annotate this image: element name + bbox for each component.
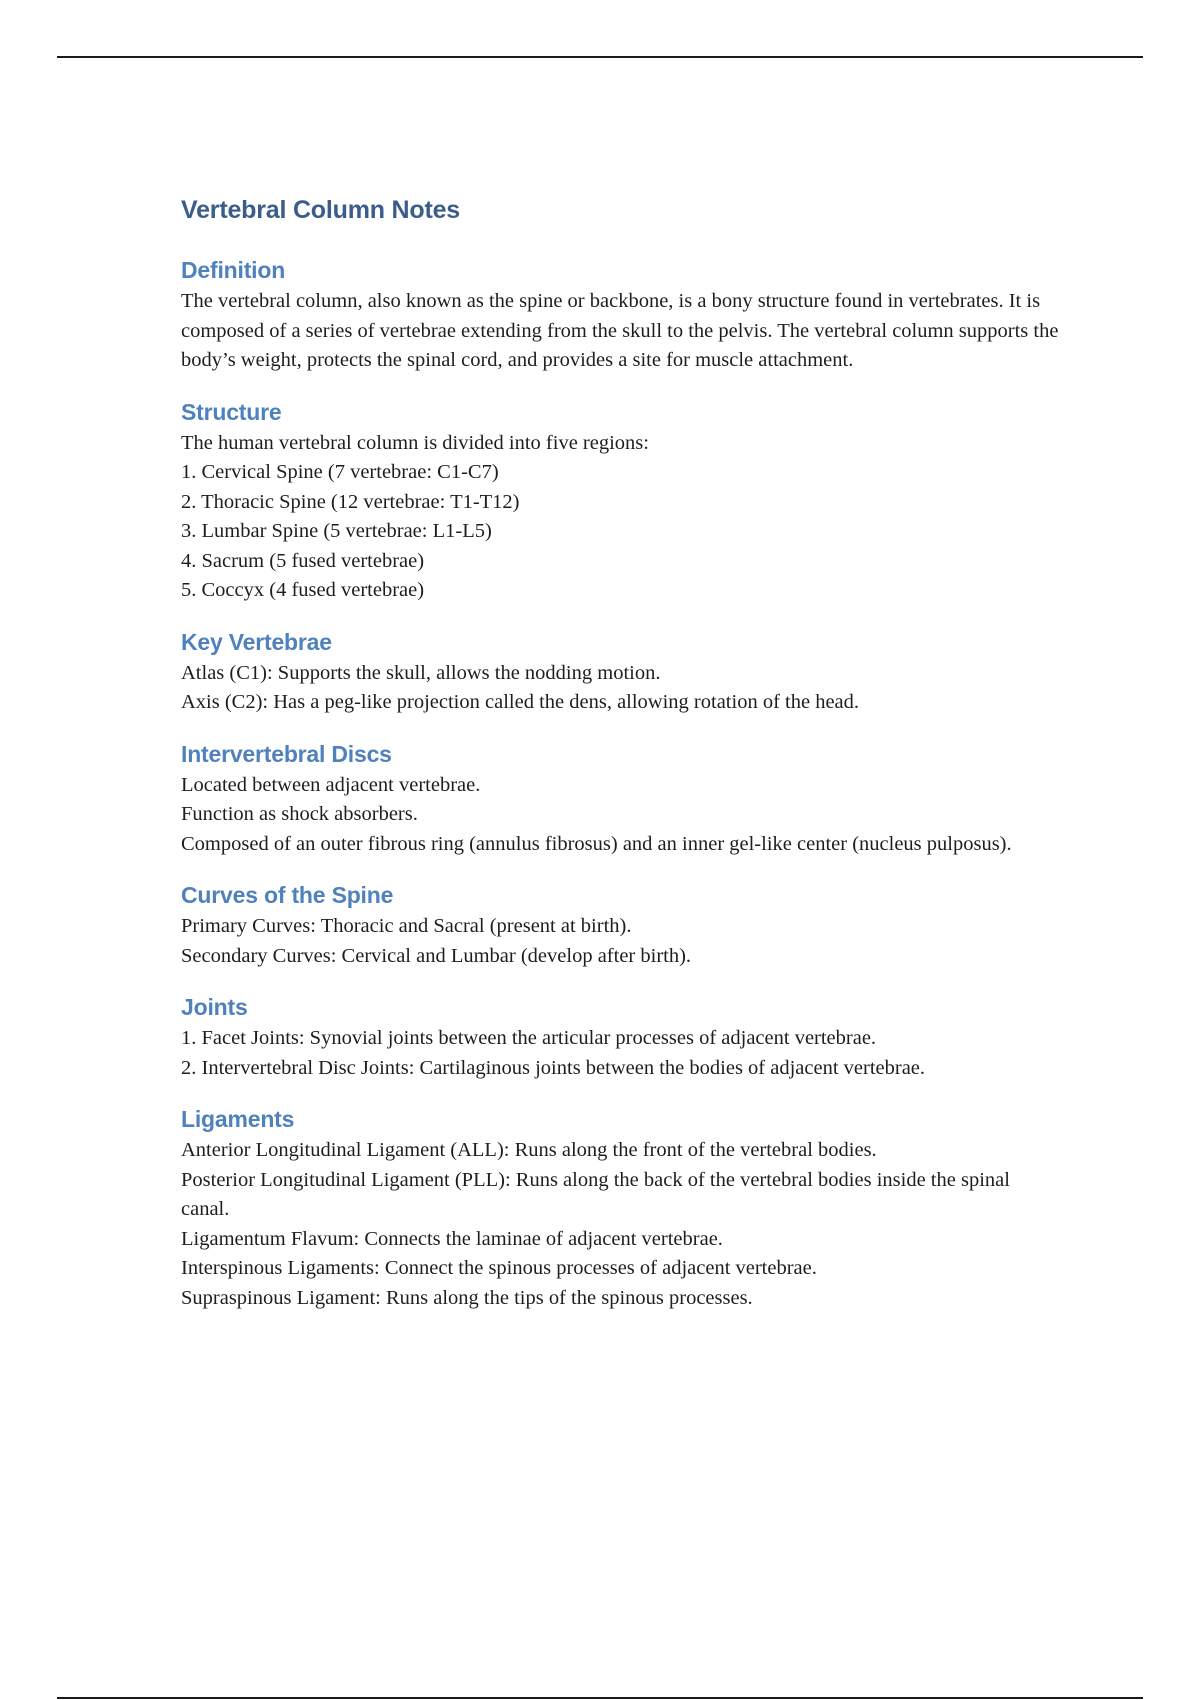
list-item: Posterior Longitudinal Ligament (PLL): Runs along the back of the vertebral bodies inside the spinal canal. xyxy=(181,1168,1010,1220)
section-curves xyxy=(181,879,1061,971)
section-heading-structure: Structure xyxy=(181,398,282,425)
list-item: Atlas (C1): Supports the skull, allows the nodding motion. xyxy=(181,661,661,684)
section-heading-curves: Curves of the Spine xyxy=(181,882,394,908)
section-intervertebral-discs xyxy=(181,738,1061,860)
list-item: Located between adjacent vertebrae. xyxy=(181,773,481,796)
list-item: 1. Cervical Spine (7 vertebrae: C1-C7) xyxy=(181,461,499,483)
list-item: Anterior Longitudinal Ligament (ALL): Runs along the front of the vertebral bodies. xyxy=(181,1139,877,1161)
list-item: Function as shock absorbers. xyxy=(181,803,418,825)
list-item: 4. Sacrum (5 fused vertebrae) xyxy=(181,549,425,572)
definition-text: The vertebral column, also known as the spine or backbone, is a bony structure found in vertebrates. It is composed of a series of vertebrae extending from the skull to the pelvis. The vertebral column supports the body’s weight, protects the spinal cord, and provides a site for muscle attachment. xyxy=(181,290,1059,371)
list-item: Interspinous Ligaments: Connect the spinous processes of adjacent vertebrae. xyxy=(181,1257,817,1279)
section-joints xyxy=(181,991,1061,1083)
list-item: Primary Curves: Thoracic and Sacral (present at birth). xyxy=(181,915,632,937)
list-item: Secondary Curves: Cervical and Lumbar (develop after birth). xyxy=(181,944,692,967)
section-heading-intervertebral-discs: Intervertebral Discs xyxy=(181,740,392,767)
structure-intro: The human vertebral column is divided into five regions: xyxy=(181,431,649,454)
section-key-vertebrae xyxy=(181,626,1061,718)
list-item: 3. Lumbar Spine (5 vertebrae: L1-L5) xyxy=(181,520,492,542)
list-item: Ligamentum Flavum: Connects the laminae of adjacent vertebrae. xyxy=(181,1227,723,1250)
section-heading-definition: Definition xyxy=(181,257,286,283)
list-item: 2. Intervertebral Disc Joints: Cartilaginous joints between the bodies of adjacent vertebrae. xyxy=(181,1056,926,1079)
section-structure xyxy=(181,396,1061,606)
section-heading-joints: Joints xyxy=(181,994,248,1020)
section-definition xyxy=(181,254,1061,376)
list-item: 5. Coccyx (4 fused vertebrae) xyxy=(181,579,425,601)
footer-rule xyxy=(57,1697,1143,1699)
list-item: Composed of an outer fibrous ring (annulus fibrosus) and an inner gel-like center (nucleus pulposus). xyxy=(181,832,1012,855)
list-item: Supraspinous Ligament: Runs along the tips of the spinous processes. xyxy=(181,1286,753,1309)
list-item: Axis (C2): Has a peg-like projection called the dens, allowing rotation of the head. xyxy=(181,691,860,713)
header-rule xyxy=(57,56,1143,58)
list-item: 2. Thoracic Spine (12 vertebrae: T1-T12) xyxy=(181,490,520,513)
section-heading-key-vertebrae: Key Vertebrae xyxy=(181,628,332,655)
section-ligaments xyxy=(181,1103,1061,1313)
document-body xyxy=(181,192,1061,1333)
list-item: 1. Facet Joints: Synovial joints between the articular processes of adjacent vertebrae. xyxy=(181,1027,877,1049)
section-heading-ligaments: Ligaments xyxy=(181,1106,295,1132)
page-title: Vertebral Column Notes xyxy=(181,196,460,224)
